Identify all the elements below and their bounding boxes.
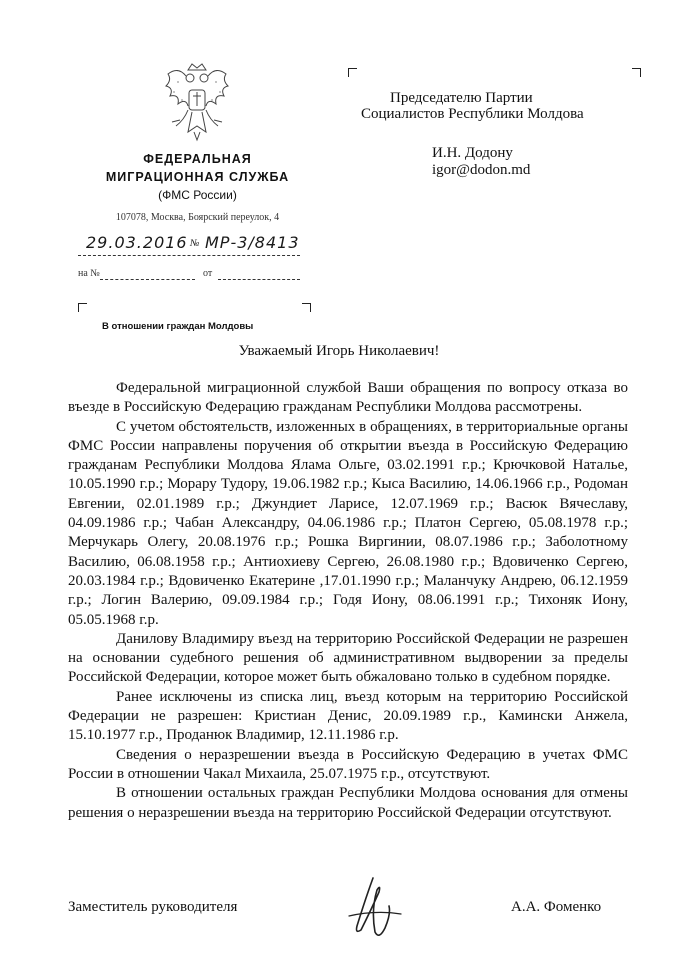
salutation: Уважаемый Игорь Николаевич! <box>238 343 440 359</box>
subject-corner-right <box>302 303 311 312</box>
ref-on-label: на № <box>78 268 100 279</box>
org-address: 107078, Москва, Боярский переулок, 4 <box>115 212 280 223</box>
handwritten-signature-icon <box>335 870 415 945</box>
ref-on-underline <box>100 279 195 280</box>
paragraph: Сведения о неразрешении въезда в Российскую Федерацию в учетах ФМС России в отношении Чакал Михаила, 25.07.1975 г.р., отсутствуют. <box>68 746 628 782</box>
addressee-corner-right <box>632 68 641 77</box>
letter-body <box>68 379 628 823</box>
paragraph: С учетом обстоятельств, изложенных в обращениях, в территориальные органы ФМС России направлены поручения об открытии въезда в Российскую Федерацию гражданам Республики Молдова Ялама Ольге, 03.02.1991 г.р.; Крючковой Наталье, 10.05.1990 г.р.; Морару Тудору, 19.06.1982 г.р.; Кыса Василию, 14.06.1966 г.р., Родоман Евгении, 02.01.1989 г.р.; Джундиет Ларисе, 12.07.1969 г.р.; Васюк Вячеславу, 04.09.1986 г.р.; Чабан Александру, 04.06.1986 г.р.; Платон Сергею, 05.08.1978 г.р.; Мерчукарь Олегу, 20.08.1976 г.р.; Рошка Виргинии, 08.07.1986 г.р.; Заболотному Василию, 06.08.1958 г.р.; Антиохиеву Сергею, 26.08.1980 г.р.; Вдовиченко Сергею, 20.03.1984 г.р.; Вдовиченко Екатерине ,17.01.1990 г.р.; Маланчуку Андрею, 06.12.1959 г.р.; Логин Валерию, 09.09.1984 г.р.; Годя Иону, 08.06.1991 г.р.; Тихоняк Иону, 05.05.1968 г.р. <box>68 418 628 628</box>
coat-of-arms-icon <box>158 62 236 144</box>
ref-on-row <box>78 268 100 279</box>
ref-from-label: от <box>203 268 213 279</box>
org-name-line2: МИГРАЦИОННАЯ СЛУЖБА <box>105 170 290 184</box>
ref-number-label: № <box>190 238 200 249</box>
addressee-line1: Председателю Партии <box>390 90 533 106</box>
subject-line: В отношении граждан Молдовы <box>102 321 254 332</box>
letter-date: 29.03.2016 <box>86 233 188 252</box>
paragraph: Данилову Владимиру въезд на территорию Российской Федерации не разрешен на основании судебного решения об административном выдворении за пределы Российской Федерации, которое может быть обжаловано только в судебном порядке. <box>68 630 628 686</box>
org-name-line1: ФЕДЕРАЛЬНАЯ <box>143 152 252 166</box>
addressee-email: igor@dodon.md <box>432 162 531 178</box>
paragraph: Ранее исключены из списка лиц, въезд которым на территорию Российской Федерации не разрешен: Кристиан Денис, 20.09.1989 г.р., Камински Анжела, 15.10.1977 г.р., Проданюк Владимир, 12.11.1986 г.р. <box>68 688 628 744</box>
addressee-corner-left <box>348 68 357 77</box>
ref-from-underline <box>218 279 300 280</box>
paragraph: В отношении остальных граждан Республики Молдова основания для отмены решения о неразрешении въезда на территорию Российской Федерации отсутствуют. <box>68 785 628 821</box>
signer-name: А.А. Фоменко <box>511 899 602 915</box>
addressee-name: И.Н. Додону <box>432 145 513 161</box>
subject-corner-left <box>78 303 87 312</box>
paragraph: Федеральной миграционной службой Ваши обращения по вопросу отказа во въезде в Российскую Федерацию гражданам Республики Молдова рассмотрены. <box>68 380 628 416</box>
addressee-line2: Социалистов Республики Молдова <box>361 106 584 122</box>
signer-title: Заместитель руководителя <box>68 899 238 915</box>
ref-underline <box>78 255 300 256</box>
letter-number: МР-3/8413 <box>205 233 300 252</box>
org-abbreviation: (ФМС России) <box>158 188 237 202</box>
